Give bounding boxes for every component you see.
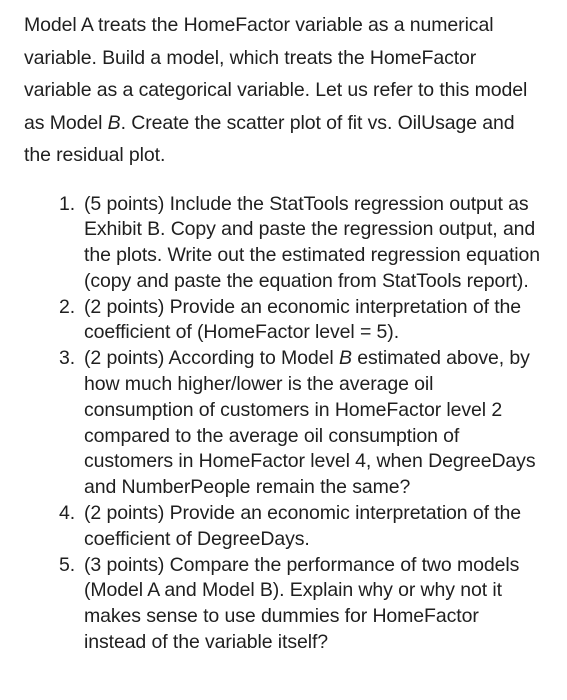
- question-number: 4.: [59, 502, 76, 525]
- question-number: 1.: [59, 192, 76, 215]
- question-number: 3.: [59, 347, 76, 370]
- intro-model-letter: B: [107, 111, 121, 134]
- intro-paragraph: [24, 9, 543, 172]
- question-text: (2 points) Provide an economic interpretation of the coefficient of (HomeFactor level = 5).: [84, 295, 522, 344]
- question-item-4: [24, 501, 543, 553]
- question-number: 2.: [59, 295, 76, 318]
- question-number: 5.: [59, 553, 76, 576]
- question-text-after: estimated above, by how much higher/lower is the average oil consumption of customers in HomeFactor level 2 compared to the average oil consumption of customers in HomeFactor level 4, when DegreeDays and NumberPeople remain the same?: [84, 347, 536, 499]
- question-item-1: [24, 192, 543, 295]
- question-model-letter: B: [338, 347, 352, 370]
- question-item-5: [24, 553, 543, 656]
- question-item-2: [24, 295, 543, 347]
- question-text: (5 points) Include the StatTools regression output as Exhibit B. Copy and paste the regression output, and the plots. Write out the estimated regression equation (copy and paste the equation from StatTools report).: [84, 192, 541, 292]
- question-text: (2 points) Provide an economic interpretation of the coefficient of DegreeDays.: [84, 502, 522, 550]
- intro-text-part2: . Create the scatter plot of fit vs. OilUsage and the residual plot.: [24, 111, 515, 166]
- question-list: [24, 192, 543, 656]
- intro-text-part1: Model A treats the HomeFactor variable as a numerical variable. Build a model, which treats the HomeFactor variable as a categorical variable. Let us refer to this model as Model: [24, 14, 528, 134]
- question-item-3: [24, 346, 543, 501]
- question-text-before: (2 points) According to Model: [84, 347, 339, 370]
- question-text: (3 points) Compare the performance of two models (Model A and Model B). Explain why or why not it makes sense to use dummies for HomeFactor instead of the variable itself?: [84, 553, 520, 654]
